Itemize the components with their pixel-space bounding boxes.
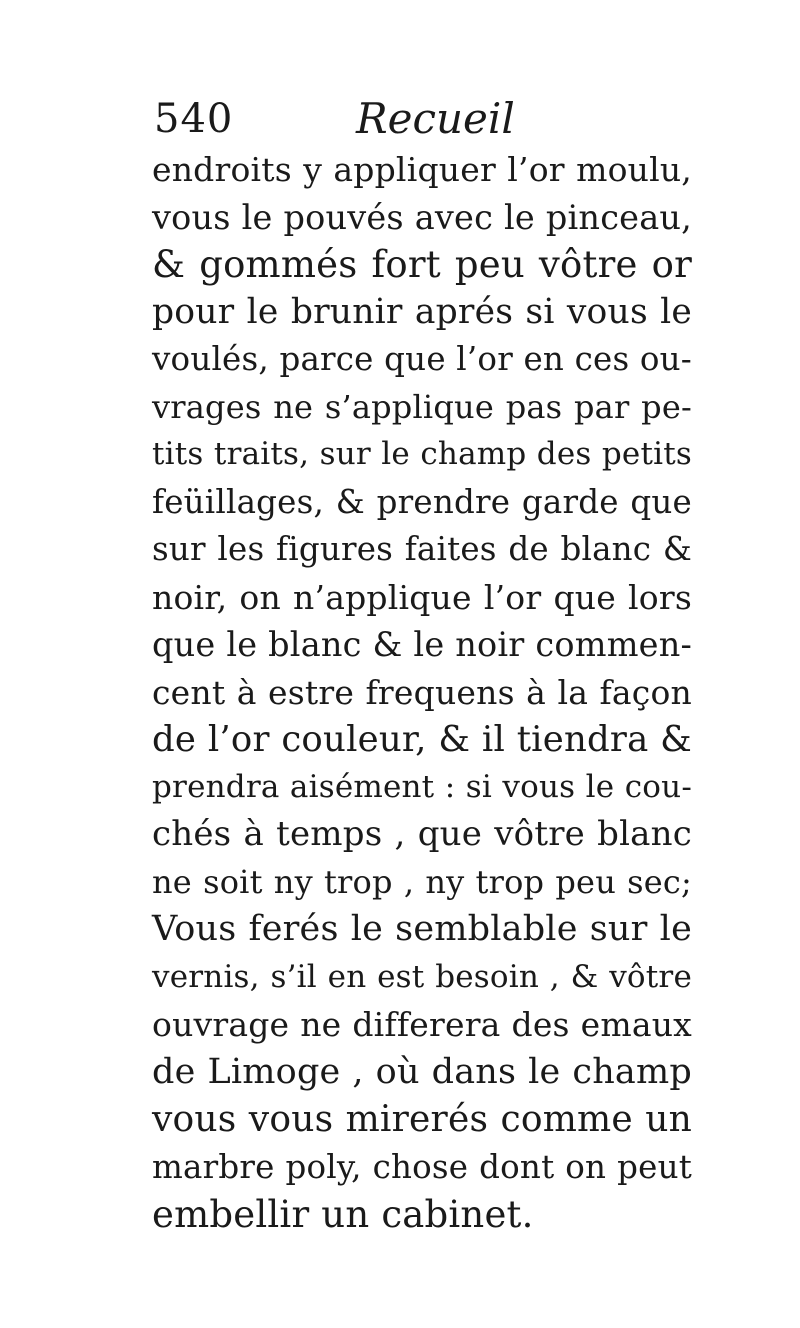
text-line: ouvrage ne differera des emaux: [152, 1005, 692, 1044]
text-line: embellir un cabinet.: [152, 1193, 534, 1236]
text-line: marbre poly, chose dont on peut: [152, 1147, 692, 1186]
text-line: de Limoge , où dans le champ: [152, 1051, 692, 1092]
text-line: prendra aisément : si vous le cou-: [152, 768, 692, 805]
page-number: 540: [154, 96, 234, 142]
text-line: voulés, parce que l’or en ces ou-: [152, 340, 692, 378]
text-line: vrages ne s’applique pas par pe-: [152, 387, 692, 426]
text-line: vous le pouvés avec le pinceau,: [152, 197, 692, 237]
text-line: noir, on n’applique l’or que lors: [152, 577, 692, 617]
text-line: feüillages, & prendre garde que: [152, 482, 692, 521]
text-line: Vous ferés le semblable sur le: [152, 909, 692, 949]
text-line: pour le brunir aprés si vous le: [152, 291, 692, 332]
text-line: vous vous mirerés comme un: [152, 1099, 692, 1140]
running-head: [150, 92, 690, 146]
text-line: & gommés fort peu vôtre or: [152, 243, 692, 286]
text-line: vernis, s’il en est besoin , & vôtre: [152, 958, 692, 995]
text-line: cent à estre frequens à la façon: [152, 672, 692, 712]
text-line: que le blanc & le noir commen-: [152, 625, 692, 664]
text-line: ne soit ny trop , ny trop peu sec;: [152, 862, 692, 901]
body-text: [152, 146, 692, 1239]
text-line: tits traits, sur le champ des petits: [152, 436, 692, 472]
text-line: chés à temps , que vôtre blanc: [152, 814, 692, 854]
running-title: Recueil: [356, 94, 515, 143]
text-line: endroits y appliquer l’or moulu,: [152, 150, 692, 189]
text-line: de l’or couleur, & il tiendra &: [152, 719, 692, 760]
text-line: sur les figures faites de blanc &: [152, 530, 692, 568]
